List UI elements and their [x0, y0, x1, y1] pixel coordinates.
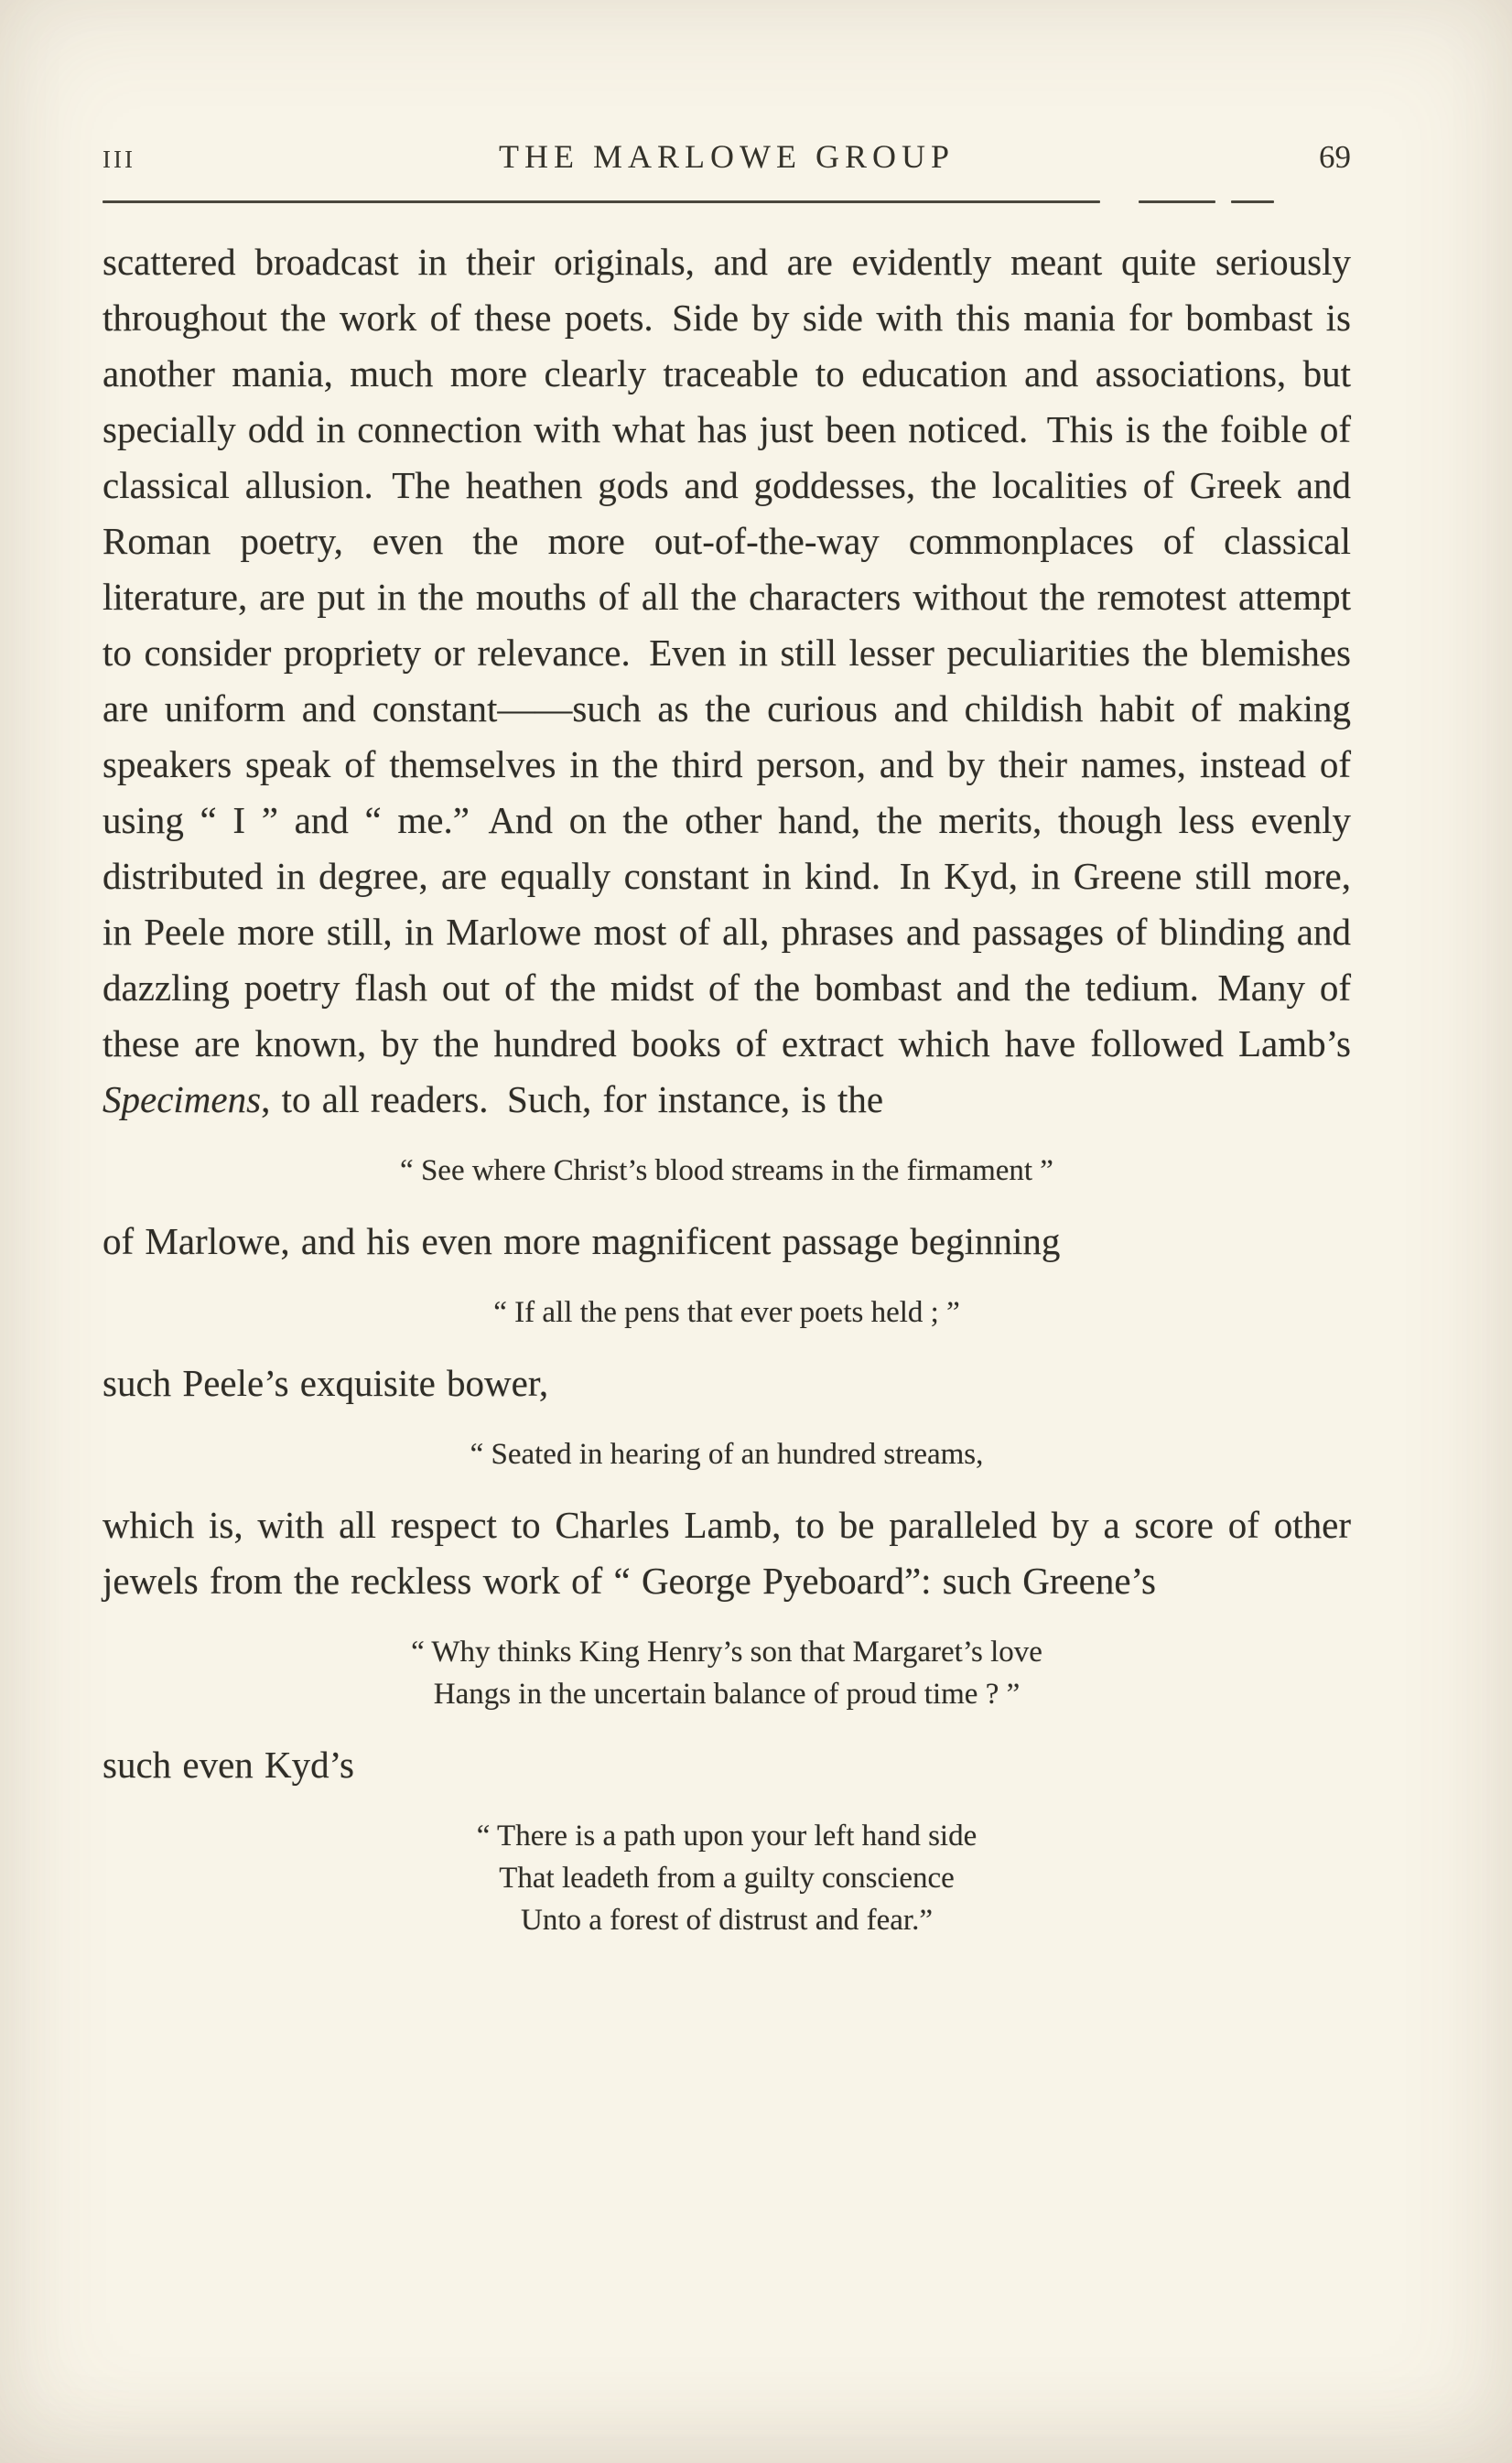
paragraph-2: of Marlowe, and his even more magnificent passage beginning — [103, 1220, 1061, 1262]
paragraph-3: such Peele’s exquisite bower, — [103, 1362, 549, 1404]
header-rule-line — [103, 200, 1100, 203]
paragraph-1 — [103, 234, 1351, 1128]
verse-line: “ There is a path upon your left hand side — [476, 1820, 977, 1853]
running-head — [103, 137, 1351, 176]
verse-line: “ See where Christ’s blood streams in the firmament ” — [400, 1154, 1053, 1187]
header-rule-dash — [1139, 200, 1215, 203]
verse-line: “ Why thinks King Henry’s son that Margaret’s love — [411, 1636, 1042, 1669]
verse-quote-greene — [103, 1631, 1351, 1715]
paragraph-1-text-after: , to all readers. Such, for instance, is the — [261, 1078, 884, 1120]
header-rule — [103, 200, 1351, 203]
verse-line: Hangs in the uncertain balance of proud time ? ” — [433, 1678, 1021, 1711]
page-number: 69 — [1319, 139, 1351, 175]
verse-quote-peele — [103, 1433, 1351, 1475]
paragraph-4: which is, with all respect to Charles Lamb, to be paralleled by a score of other jewels from the reckless work of “ George Pyeboard”: such Greene’s — [103, 1504, 1351, 1602]
book-title-specimens: Specimens — [103, 1078, 262, 1120]
chapter-numeral: III — [103, 146, 135, 173]
paragraph-1-text-before: scattered broadcast in their originals, and are evidently meant quite seriously throughout the work of these poets. Side by side with this mania for bombast is another mania, much more clearly traceable to education and associations, but specially odd in connection with what has just been noticed. This is the foible of classical allusion. The heathen gods and goddesses, the localities of Greek and Roman poetry, even the more out-of-the-way commonplaces of classical literature, are put in the mouths of all the characters without the remotest attempt to consider propriety or relevance. Even in still lesser peculiarities the blemishes are uniform and constant——such as the curious and childish habit of making speakers speak of themselves in the third person, and by their names, instead of using “ I ” and “ me.” And on the other hand, the merits, though less evenly distributed in degree, are equally constant in kind. In Kyd, in Greene still more, in Peele more still, in Marlowe most of all, phrases and passages of blinding and dazzling poetry flash out of the midst of the bombast and the tedium. Many of these are known, by the hundred books of extract which have followed Lamb’s — [103, 241, 1351, 1064]
verse-line: That leadeth from a guilty conscience — [499, 1862, 955, 1895]
verse-quote-pens — [103, 1291, 1351, 1334]
verse-line: Unto a forest of distrust and fear.” — [521, 1904, 933, 1937]
body-text — [103, 234, 1351, 1941]
verse-line: “ If all the pens that ever poets held ; ” — [493, 1296, 960, 1329]
paragraph-5: such even Kyd’s — [103, 1744, 355, 1786]
verse-line: “ Seated in hearing of an hundred streams, — [470, 1438, 984, 1471]
running-title: THE MARLOWE GROUP — [499, 138, 955, 175]
verse-quote-marlowe — [103, 1150, 1351, 1192]
header-rule-dash — [1231, 200, 1274, 203]
page-content — [103, 0, 1351, 1963]
verse-quote-kyd — [103, 1815, 1351, 1941]
